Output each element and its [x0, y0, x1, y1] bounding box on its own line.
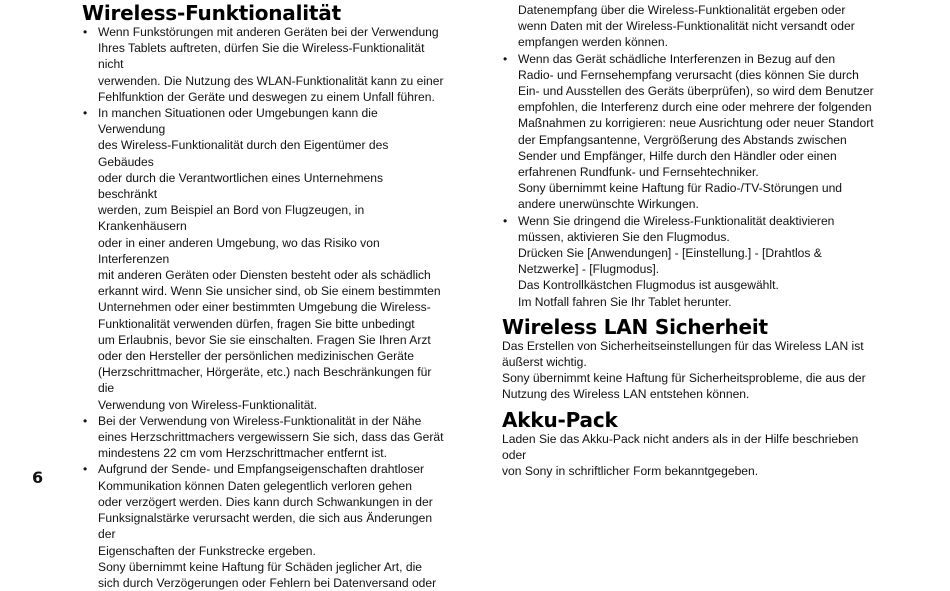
list-item: • Wenn Sie dringend die Wireless-Funktionalität deaktivieren müssen, aktivieren Sie den Flugmodus. Drücken Sie [Anwendungen] - [Einstellung.] - [Drahtlos & Netzwerke] - [Flugmodus]. Das Kontrollkästchen Flugmodus ist ausgewählt. Im Notfall fahren Sie Ihr Tablet herunter. [503, 213, 835, 309]
page-number: 6 [32, 468, 44, 487]
bullet-icon: • [83, 462, 88, 477]
bullet-icon: • [503, 213, 508, 228]
list-item: • Aufgrund der Sende- und Empfangseigenschaften drahtloser Kommunikation können Daten gelegentlich verloren gehen oder verzögert werden. Dies kann durch Schwankungen in der Funksignalstärke verursacht werden, die sich aus Änderungen der Eigenschaften der Funkstrecke ergeben. Sony übernimmt keine Haftung für Schäden jeglicher Art, die sich durch Verzögerungen oder Fehlern bei Datenversand oder [83, 462, 437, 590]
battery-text: Laden Sie das Akku-Pack nicht anders als in der Hilfe beschrieben oder von Sony in schriftlicher Form bekanntgegeben. [502, 431, 859, 479]
continued-text: Datenempfang über die Wireless-Funktionalität ergeben oder wenn Daten mit der Wireless-Funktionalität nicht versandt oder empfangen werden können. [518, 3, 855, 50]
list-item: • Wenn das Gerät schädliche Interferenzen in Bezug auf den Radio- und Fernsehempfang verursacht (dies können Sie durch Ein- und Ausstellen des Geräts überprüfen), so wird dem Benutzer empfohlen, die Interferenz durch eine oder mehrere der folgenden Maßnahmen zu korrigieren: neue Ausrichtung oder neuer Standort der Empfangsantenne, Vergrößerung des Abstands zwischen Sender und Empfänger, Hilfe durch den Händler oder einen erfahrenen Rundfunk- und Fernsehtechniker. Sony übernimmt keine Haftung für Radio-/TV-Störungen und andere unerwünschte Wirkungen. [503, 51, 874, 212]
right-column [502, 2, 874, 479]
bullet-icon: • [83, 25, 88, 39]
list-item: • Wenn Funkstörungen mit anderen Geräten bei der Verwendung Ihres Tablets auftreten, dürfen Sie die Wireless-Funktionalität nicht verwenden. Die Nutzung des WLAN-Funktionalität kann zu einer Fehlfunktion der Geräte und deswegen zu einem Unfall führen. [83, 25, 444, 104]
bullet-icon: • [503, 51, 508, 66]
left-column [82, 2, 444, 591]
bullet-icon: • [83, 106, 88, 121]
list-item: • Bei der Verwendung von Wireless-Funktionalität in der Nähe eines Herzschrittmachers vergewissern Sie sich, dass das Gerät mindestens 22 cm vom Herzschrittmacher entfernt ist. [83, 413, 444, 461]
interference-bullet-list [502, 51, 874, 310]
section-heading-wireless: Wireless-Funktionalität [82, 1, 341, 25]
wireless-bullet-list [82, 24, 444, 591]
list-item: • In manchen Situationen oder Umgebungen kann die Verwendung des Wireless-Funktionalität durch den Eigentümer des Gebäudes oder durch die Verantwortlichen eines Unternehmens beschränkt werden, zum Beispiel an Bord von Flugzeugen, in Krankenhäusern oder in einer anderen Umgebung, wo das Risiko von Interferenzen mit anderen Geräten oder Diensten besteht oder als schädlich erkannt wird. Wenn Sie unsicher sind, ob Sie einem bestimmten Unternehmen oder einer bestimmten Umgebung die Wireless- Funktionalität verwenden dürfen, fragen Sie bitte unbedingt um Erlaubnis, bevor Sie sie einschalten. Fragen Sie Ihren Arzt oder den Hersteller der persönlichen medizinischen Geräte (Herzschrittmacher, Hörgeräte, etc.) nach Beschränkungen für die Verwendung von Wireless-Funktionalität. [83, 106, 441, 412]
section-heading-battery: Akku-Pack [502, 407, 618, 432]
bullet-icon: • [83, 413, 88, 428]
wlan-security-text: Das Erstellen von Sicherheitseinstellungen für das Wireless LAN ist äußerst wichtig. Sony übernimmt keine Haftung für Sicherheitsprobleme, die aus der Nutzung des Wireless LAN entstehen können. [502, 338, 866, 402]
section-heading-wlan-security: Wireless LAN Sicherheit [502, 314, 768, 339]
